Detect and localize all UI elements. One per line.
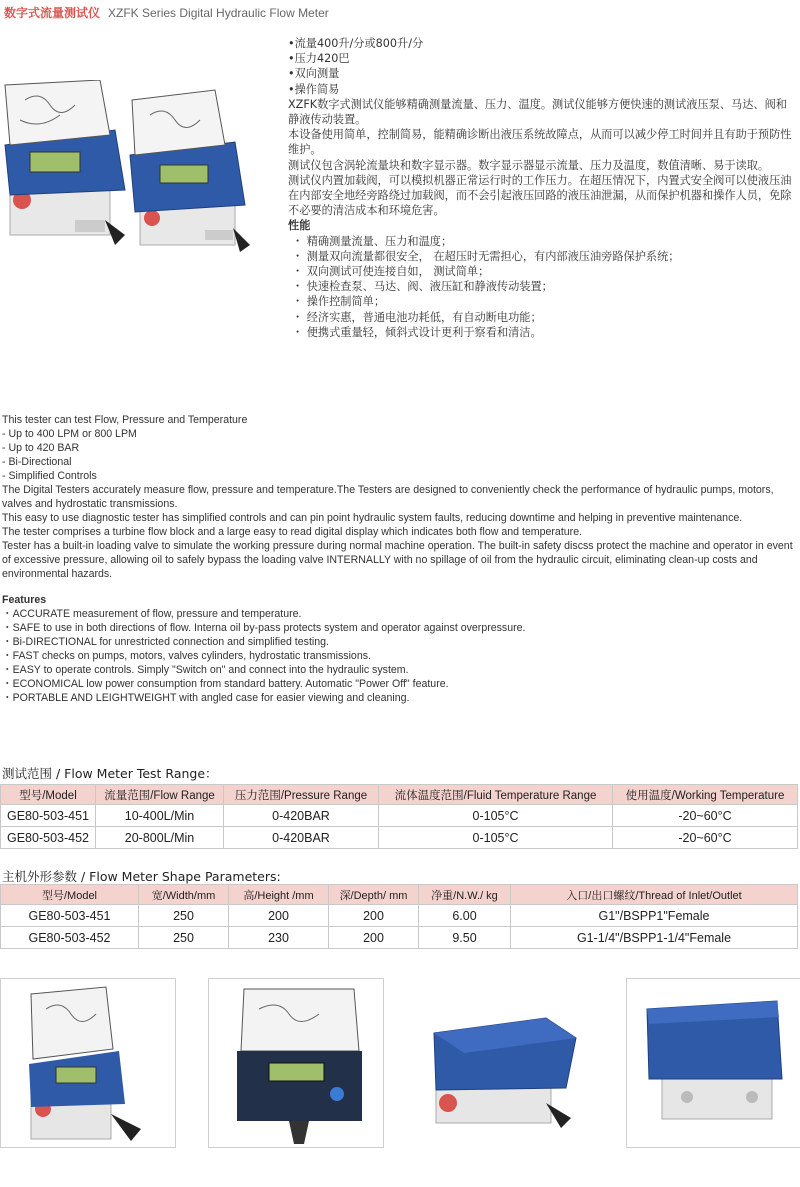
product-photo-display [208, 978, 384, 1148]
shape-table [0, 884, 798, 949]
table-cell: GE80-503-451 [1, 905, 139, 927]
cn-spec: •操作简易 [288, 82, 340, 96]
table-row [1, 905, 798, 927]
table-header-cell: 型号/Model [1, 785, 96, 805]
table-cell: GE80-503-452 [1, 927, 139, 949]
table-cell: 6.00 [419, 905, 511, 927]
product-photo-open-front [0, 978, 176, 1148]
cn-paragraph: 测试仪内置加载阀，可以模拟机器正常运行时的工作压力。在超压情况下，内置式安全阀可以使液压油在内部安全地经旁路绕过加载阀，而不会引起液压回路的液压油泄漏，从而保护机器和操作人员，免除不必要的清洁成本和环境危害。 [288, 173, 792, 218]
table-cell: GE80-503-451 [1, 805, 96, 827]
en-line: The Digital Testers accurately measure flow, pressure and temperature.The Testers are designed to conveniently check the performance of hydraulic pumps, motors, valves and hydrostatic transmissions. [2, 484, 774, 510]
en-line: This easy to use diagnostic tester has simplified controls and can pin point hydraulic system faults, reducing downtime and helping in preventive maintenance. [2, 512, 743, 524]
table-cell: -20~60°C [613, 827, 798, 849]
tester-left [5, 80, 125, 245]
cn-feature-item: ・ 便携式重量轻，倾斜式设计更利于察看和清洁。 [292, 325, 542, 339]
cn-feature-item: ・ 精确测量流量、压力和温度； [292, 234, 453, 248]
title-cn: 数字式流量测试仪 [4, 6, 101, 20]
en-line: This tester can test Flow, Pressure and Temperature [2, 414, 248, 426]
range-table [0, 784, 798, 849]
table-cell: 0-420BAR [224, 805, 379, 827]
en-line: The tester comprises a turbine flow block and a large easy to read digital display which indicates both flow and temperature. [2, 526, 583, 538]
product-photo-pair [0, 80, 270, 260]
en-line: - Up to 420 BAR [2, 442, 80, 454]
table-header-cell: 深/Depth/ mm [329, 885, 419, 905]
en-feature-item: ・SAFE to use in both directions of flow. Interna oil by-pass protects system and operator against overpressure. [2, 622, 526, 634]
table-cell: 20-800L/Min [96, 827, 224, 849]
en-feature-item: ・ACCURATE measurement of flow, pressure and temperature. [2, 608, 302, 620]
table-cell: 9.50 [419, 927, 511, 949]
en-feature-item: ・ECONOMICAL low power consumption from standard battery. Automatic "Power Off" feature. [2, 678, 449, 690]
table-cell: 250 [139, 905, 229, 927]
product-photo-closed-side [416, 978, 592, 1148]
en-feature-item: ・PORTABLE AND LEIGHTWEIGHT with angled case for easier viewing and cleaning. [2, 692, 410, 704]
table-cell: GE80-503-452 [1, 827, 96, 849]
table-header-cell: 使用温度/Working Temperature [613, 785, 798, 805]
cn-features-title: 性能 [288, 219, 311, 233]
shape-table-title: 主机外形参数 / Flow Meter Shape Parameters: [2, 869, 281, 884]
cn-feature-item: ・ 操作控制简单； [292, 295, 386, 309]
table-header-row [1, 785, 798, 805]
cn-paragraph: 本设备使用简单，控制简易，能精确诊断出液压系统故障点，从而可以减少停工时间并且有助于预防性维护。 [288, 128, 792, 157]
table-row [1, 827, 798, 849]
table-header-cell: 高/Height /mm [229, 885, 329, 905]
cn-description [288, 36, 796, 340]
spacer [2, 581, 798, 593]
range-table-title: 测试范围 / Flow Meter Test Range： [2, 766, 218, 781]
cn-feature-item: ・ 双向测试可使连接自如， 测试简单； [292, 265, 490, 279]
en-line: - Simplified Controls [2, 470, 97, 482]
table-row [1, 805, 798, 827]
title-en: XZFK Series Digital Hydraulic Flow Meter [108, 6, 329, 20]
table-cell: 0-105°C [379, 805, 613, 827]
cn-feature-item: ・ 经济实惠，普通电池功耗低，有自动断电功能； [292, 310, 542, 324]
cn-feature-item: ・ 测量双向流量都很安全， 在超压时无需担心，有内部液压油旁路保护系统； [292, 249, 680, 263]
tester-right [130, 90, 250, 252]
cn-spec: •流量400升/分或800升/分 [288, 37, 424, 50]
table-cell: -20~60°C [613, 805, 798, 827]
table-header-cell: 流体温度范围/Fluid Temperature Range [379, 785, 613, 805]
en-description [2, 413, 798, 705]
cn-paragraph: XZFK数字式测试仪能够精确测量流量、压力、温度。测试仪能够方便快速的测试液压泵、马达、阀和静液传动装置。 [288, 97, 787, 127]
table-cell: 200 [229, 905, 329, 927]
table-header-cell: 净重/N.W./ kg [419, 885, 511, 905]
table-header-cell: 宽/Width/mm [139, 885, 229, 905]
table-header-cell: 流量范围/Flow Range [96, 785, 224, 805]
table-header-cell: 入口/出口螺纹/Thread of Inlet/Outlet [511, 885, 798, 905]
en-line: Tester has a built-in loading valve to simulate the working pressure during normal machine operation. The built-in safety discss protect the machine and operator in event of excessive pressure, allowing oil to safely bypass the loading valve INTERNALLY with no spillage of oil from the hydraulic circuit, eliminating clean-up costs and environmental hazards. [2, 540, 793, 580]
cn-feature-item: ・ 快速检查泵、马达、阀、液压缸和静液传动装置； [292, 280, 553, 294]
en-feature-item: ・EASY to operate controls. Simply "Switch on" and connect into the hydraulic system. [2, 664, 409, 676]
en-features-title: Features [2, 594, 47, 606]
table-cell: 250 [139, 927, 229, 949]
en-line: - Up to 400 LPM or 800 LPM [2, 428, 137, 440]
table-cell: G1-1/4"/BSPP1-1/4"Female [511, 927, 798, 949]
cn-spec: •双向测量 [288, 67, 340, 81]
cn-paragraph: 测试仪包含涡轮流量块和数字显示器。数字显示器显示流量、压力及温度，数值清晰、易于读取。 [288, 158, 770, 172]
product-photo-closed-back [626, 978, 800, 1148]
table-cell: 0-420BAR [224, 827, 379, 849]
table-cell: 0-105°C [379, 827, 613, 849]
en-feature-item: ・Bi-DIRECTIONAL for unrestricted connection and simplified testing. [2, 636, 329, 648]
en-feature-item: ・FAST checks on pumps, motors, valves cylinders, hydrostatic transmissions. [2, 650, 371, 662]
cn-spec: •压力420巴 [288, 52, 350, 66]
table-header-cell: 型号/Model [1, 885, 139, 905]
table-cell: G1"/BSPP1"Female [511, 905, 798, 927]
table-header-cell: 压力范围/Pressure Range [224, 785, 379, 805]
table-header-row [1, 885, 798, 905]
table-cell: 10-400L/Min [96, 805, 224, 827]
table-cell: 200 [329, 927, 419, 949]
table-cell: 200 [329, 905, 419, 927]
en-line: - Bi-Directional [2, 456, 72, 468]
page-header [4, 4, 329, 22]
table-cell: 230 [229, 927, 329, 949]
product-photo-strip [0, 978, 800, 1178]
table-row [1, 927, 798, 949]
